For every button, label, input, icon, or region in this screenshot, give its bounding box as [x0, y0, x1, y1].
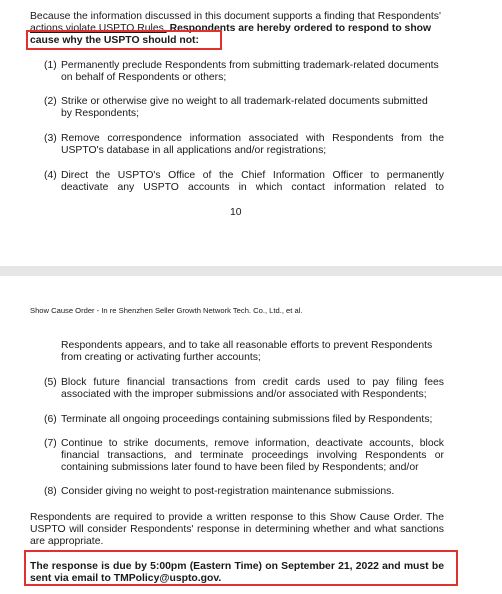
running-header: Show Cause Order - In re Shenzhen Seller Growth Network Tech. Co., Ltd., et al. — [30, 306, 303, 315]
item-text-line: Continue to strike documents, remove information, deactivate accounts, block — [61, 438, 444, 449]
item-text-line: Terminate all ongoing proceedings containing submissions filed by Respondents; — [61, 414, 433, 425]
intro-line-1: Because the information discussed in this document supports a finding that Respondents' — [30, 11, 441, 22]
item-number: (5) — [44, 377, 57, 388]
item-text-line: associated with the improper submissions and/or associated with Respondents; — [61, 389, 427, 400]
closing-line: USPTO will consider Respondents' response in determining whether and what sanctions — [30, 524, 444, 535]
item-number: (4) — [44, 170, 57, 181]
item-text-line: on behalf of Respondents or others; — [61, 72, 227, 83]
item-number: (3) — [44, 133, 57, 144]
highlight-box-show-cause — [26, 30, 222, 50]
item-text-line: Remove correspondence information associated with Respondents from the — [61, 133, 444, 144]
continued-line: from creating or activating further accounts; — [61, 352, 261, 363]
intro-plain-text: actions violate USPTO Rules, — [30, 23, 167, 34]
closing-line: are appropriate. — [30, 536, 104, 547]
item-text-line: containing submissions later found to have been filed by Respondents; and/or — [61, 462, 419, 473]
item-text-line: Strike or otherwise give no weight to all trademark-related documents submitted — [61, 96, 428, 107]
item-number: (2) — [44, 96, 57, 107]
item-text-line: USPTO's database in all applications and/or registrations; — [61, 145, 327, 156]
item-text-line: Block future financial transactions from credit cards used to pay filing fees — [61, 377, 444, 388]
item-text-line: Direct the USPTO's Office of the Chief Information Officer to permanently — [61, 170, 444, 181]
item-text-line: Consider giving no weight to post-registration maintenance submissions. — [61, 486, 395, 497]
item-text-line: deactivate any USPTO accounts in which contact information related to — [61, 182, 444, 193]
item-number: (6) — [44, 414, 57, 425]
item-number: (7) — [44, 438, 57, 449]
highlight-box-deadline — [24, 550, 458, 586]
intro-order-text: Respondents are hereby ordered to respond to show — [166, 23, 432, 34]
item-number: (8) — [44, 486, 57, 497]
closing-line: Respondents are required to provide a written response to this Show Cause Order. The — [30, 512, 444, 523]
item-text-line: financial transactions, and terminate proceedings involving Respondents or — [61, 450, 444, 461]
item-number: (1) — [44, 60, 57, 71]
item-text-line: by Respondents; — [61, 108, 139, 119]
deadline-line: sent via email to TMPolicy@uspto.gov. — [30, 573, 222, 584]
intro-line-3: cause why the USPTO should not: — [30, 35, 199, 46]
deadline-line: The response is due by 5:00pm (Eastern Time) on September 21, 2022 and must be — [30, 561, 444, 572]
item-text-line: Permanently preclude Respondents from submitting trademark-related documents — [61, 60, 439, 71]
continued-line: Respondents appears, and to take all reasonable efforts to prevent Respondents — [61, 340, 433, 351]
page-separator — [0, 266, 502, 276]
page-number: 10 — [230, 207, 242, 218]
